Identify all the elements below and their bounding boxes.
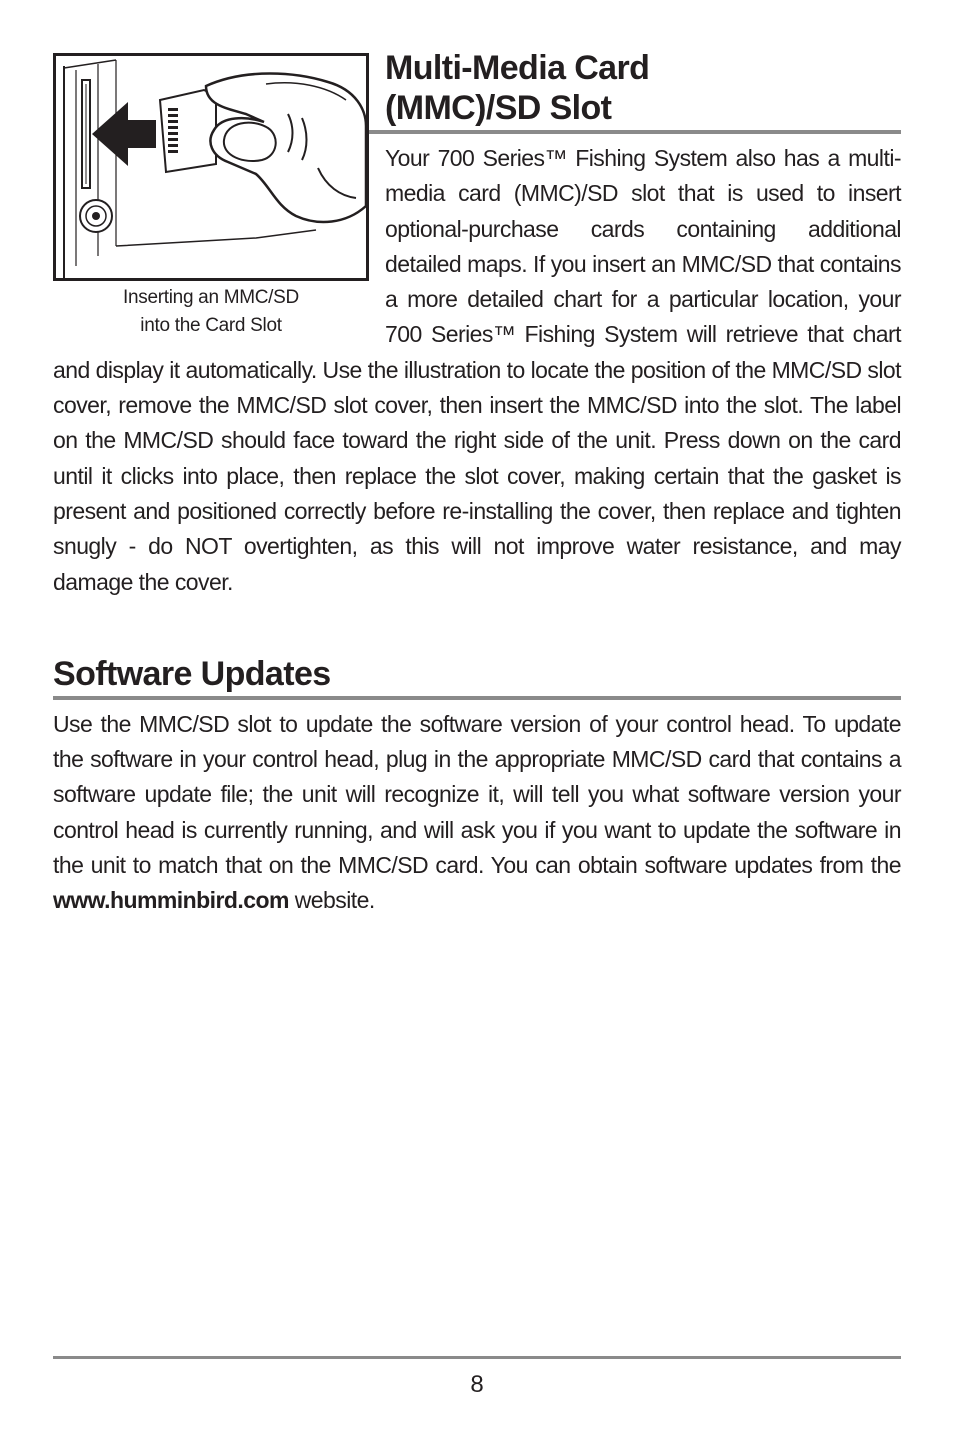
software-paragraph-end: website. [288, 887, 375, 914]
figure-caption [53, 284, 369, 340]
heading-line-1: Multi-Media Card [385, 49, 650, 87]
mmc-paragraph: Your 700 Series™ Fishing System also has a multi-media card (MMC)/SD slot that is used to insert optional-purchase cards containing additional detailed maps. If you insert an MMC/SD that contains a more detailed chart for a particular location, your 700 Series™ Fishing System will retrieve that chart and display it automatically. Use the illustration to locate the position of the MMC/SD slot cover, remove the MMC/SD slot cover, then insert the MMC/SD into the slot. The label on the MMC/SD should face toward the right side of the unit. Press down on the card until it clicks into place, then replace the slot cover, making certain that the gasket is present and positioned correctly before re-installing the cover, then replace and tighten snugly - do NOT overtighten, as this will not improve water resistance, and may damage the cover. [53, 145, 901, 595]
footer-rule [53, 1356, 901, 1359]
page-number: 8 [470, 1371, 484, 1398]
manual-page [53, 40, 901, 919]
software-paragraph [53, 707, 901, 919]
mmc-figure [53, 53, 369, 340]
humminbird-website-link[interactable]: www.humminbird.com [53, 887, 289, 914]
hand-inserting-sd-card-icon [56, 56, 366, 278]
caption-line-2: into the Card Slot [140, 315, 282, 336]
software-updates-heading: Software Updates [53, 654, 901, 700]
figure-frame [53, 53, 369, 281]
caption-line-1: Inserting an MMC/SD [123, 287, 299, 308]
software-paragraph-text: Use the MMC/SD slot to update the software version of your control head. To update the software in your control head, plug in the appropriate MMC/SD card that contains a software update file; the unit will recognize it, will tell you what software version your control head is currently running, and will ask you if you want to update the software in the unit to match that on the MMC/SD card. You can obtain software updates from the [53, 710, 901, 879]
heading-line-2: (MMC)/SD Slot [385, 89, 612, 127]
